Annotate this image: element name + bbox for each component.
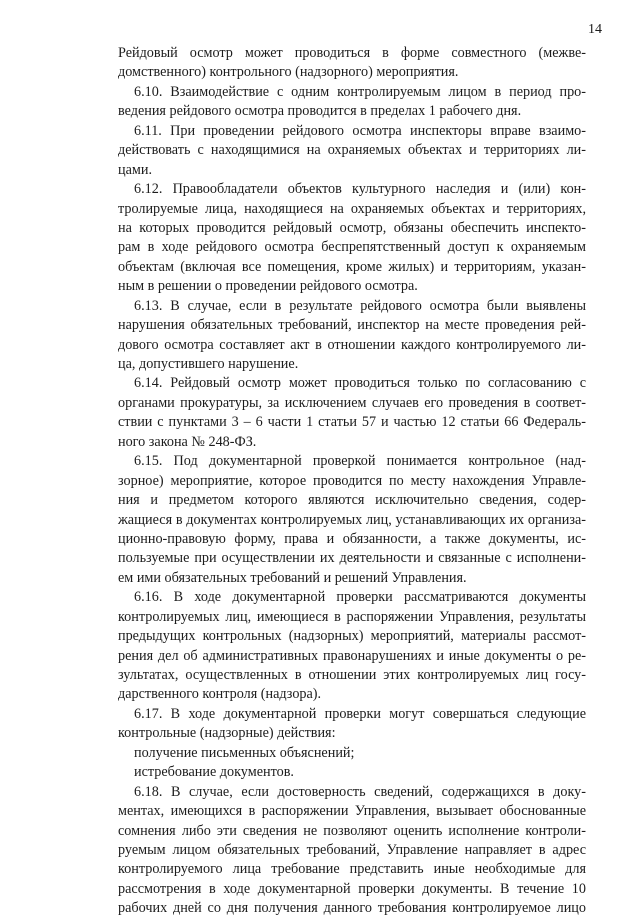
text-line: контрольные (надзорные) действия: [118,725,336,742]
text-line: жащиеся в документах контролируемых лиц, устанавливающих их организа- [118,511,586,528]
text-line: рам в ходе рейдового осмотра беспрепятственный доступ к охраняемым [118,239,586,256]
page-number: 14 [588,22,602,37]
text-line: 6.13. В случае, если в результате рейдового осмотра были выявлены [134,297,586,314]
text-line: нарушения обязательных требований, инспектор на месте проведения рей- [118,317,586,334]
text-line: ствии с пунктами 3 – 6 части 1 статьи 57 и частью 12 статьи 66 Федераль- [118,414,586,431]
text-line: рения дел об административных правонарушениях и иные документы о ре- [118,647,586,664]
text-line: контролируемых лиц, имеющиеся в распоряжении Управления, результаты [118,608,586,625]
text-line: ния и предметом которого являются исключительно сведения, содер- [118,492,586,509]
text-line: цами. [118,161,153,178]
text-line: объектам (включая все помещения, кроме жилых) и территориям, указан- [118,258,586,275]
text-line: ционно-правовую форму, права и обязанности, а также документы, ис- [118,530,586,547]
text-line: рабочих дней со дня получения данного требования контролируемое лицо [118,900,586,917]
text-line: 6.11. При проведении рейдового осмотра инспекторы вправе взаимо- [134,122,586,139]
text-line: дарственного контроля (надзора). [118,686,322,703]
text-line: Рейдовый осмотр может проводиться в форме совместного (межве- [118,45,586,61]
text-line: 6.16. В ходе документарной проверки рассматриваются документы [134,589,586,606]
text-line: рассмотрения в ходе документарной проверки документы. В течение 10 [118,880,586,897]
document-body [118,44,586,919]
text-line: 6.15. Под документарной проверкой понимается контрольное (над- [134,453,586,470]
text-line: ментах, имеющихся в распоряжении Управления, вызывает обоснованные [118,803,586,820]
text-line: предыдущих контрольных (надзорных) мероприятий, материалы рассмот- [118,628,586,645]
text-line: зорное) мероприятие, которое проводится по месту нахождения Управле- [118,472,586,489]
text-line: истребование документов. [134,764,294,781]
text-line: ного закона № 248-ФЗ. [118,433,257,450]
text-line: получение письменных объяснений; [134,744,355,761]
text-line: ным в решении о проведении рейдового осмотра. [118,278,418,295]
text-line: органами прокуратуры, за исключением случаев его проведения в соответ- [118,394,586,411]
text-line: 6.17. В ходе документарной проверки могут совершаться следующие [134,705,586,722]
text-line: пользуемые при осуществлении их деятельности и связанные с исполнени- [118,550,586,567]
text-line: 6.14. Рейдовый осмотр может проводиться только по согласованию с [134,375,586,392]
text-line: зультатах, осуществленных в отношении этих контролируемых лиц госу- [118,667,586,683]
text-line: контролируемого лица требование представить иные необходимые для [118,861,586,878]
text-line: тролируемые лица, находящиеся на охраняемых объектах и территориях, [118,200,586,217]
text-line: дового осмотра составляет акт в отношении каждого контролируемого ли- [118,336,586,353]
text-line: домственного) контрольного (надзорного) мероприятия. [118,64,459,81]
text-line: ем ими обязательных требований и решений Управления. [118,569,467,586]
text-line: ведения рейдового осмотра проводится в пределах 1 рабочего дня. [118,103,522,120]
text-line: сомнения либо эти сведения не позволяют оценить исполнение контроли- [118,822,586,839]
text-line: ца, допустившего нарушение. [118,356,299,372]
text-line: 6.18. В случае, если достоверность сведений, содержащихся в доку- [134,783,586,800]
text-line: на которых проводится рейдовый осмотр, обязаны обеспечить инспекто- [118,219,586,236]
text-line: руемым лицом обязательных требований, Управление направляет в адрес [118,841,586,858]
text-line: 6.12. Правообладатели объектов культурного наследия и (или) кон- [134,181,586,198]
text-line: 6.10. Взаимодействие с одним контролируемым лицом в период про- [134,83,586,100]
text-line: действовать с находящимися на охраняемых объектах и территориях ли- [118,142,586,159]
